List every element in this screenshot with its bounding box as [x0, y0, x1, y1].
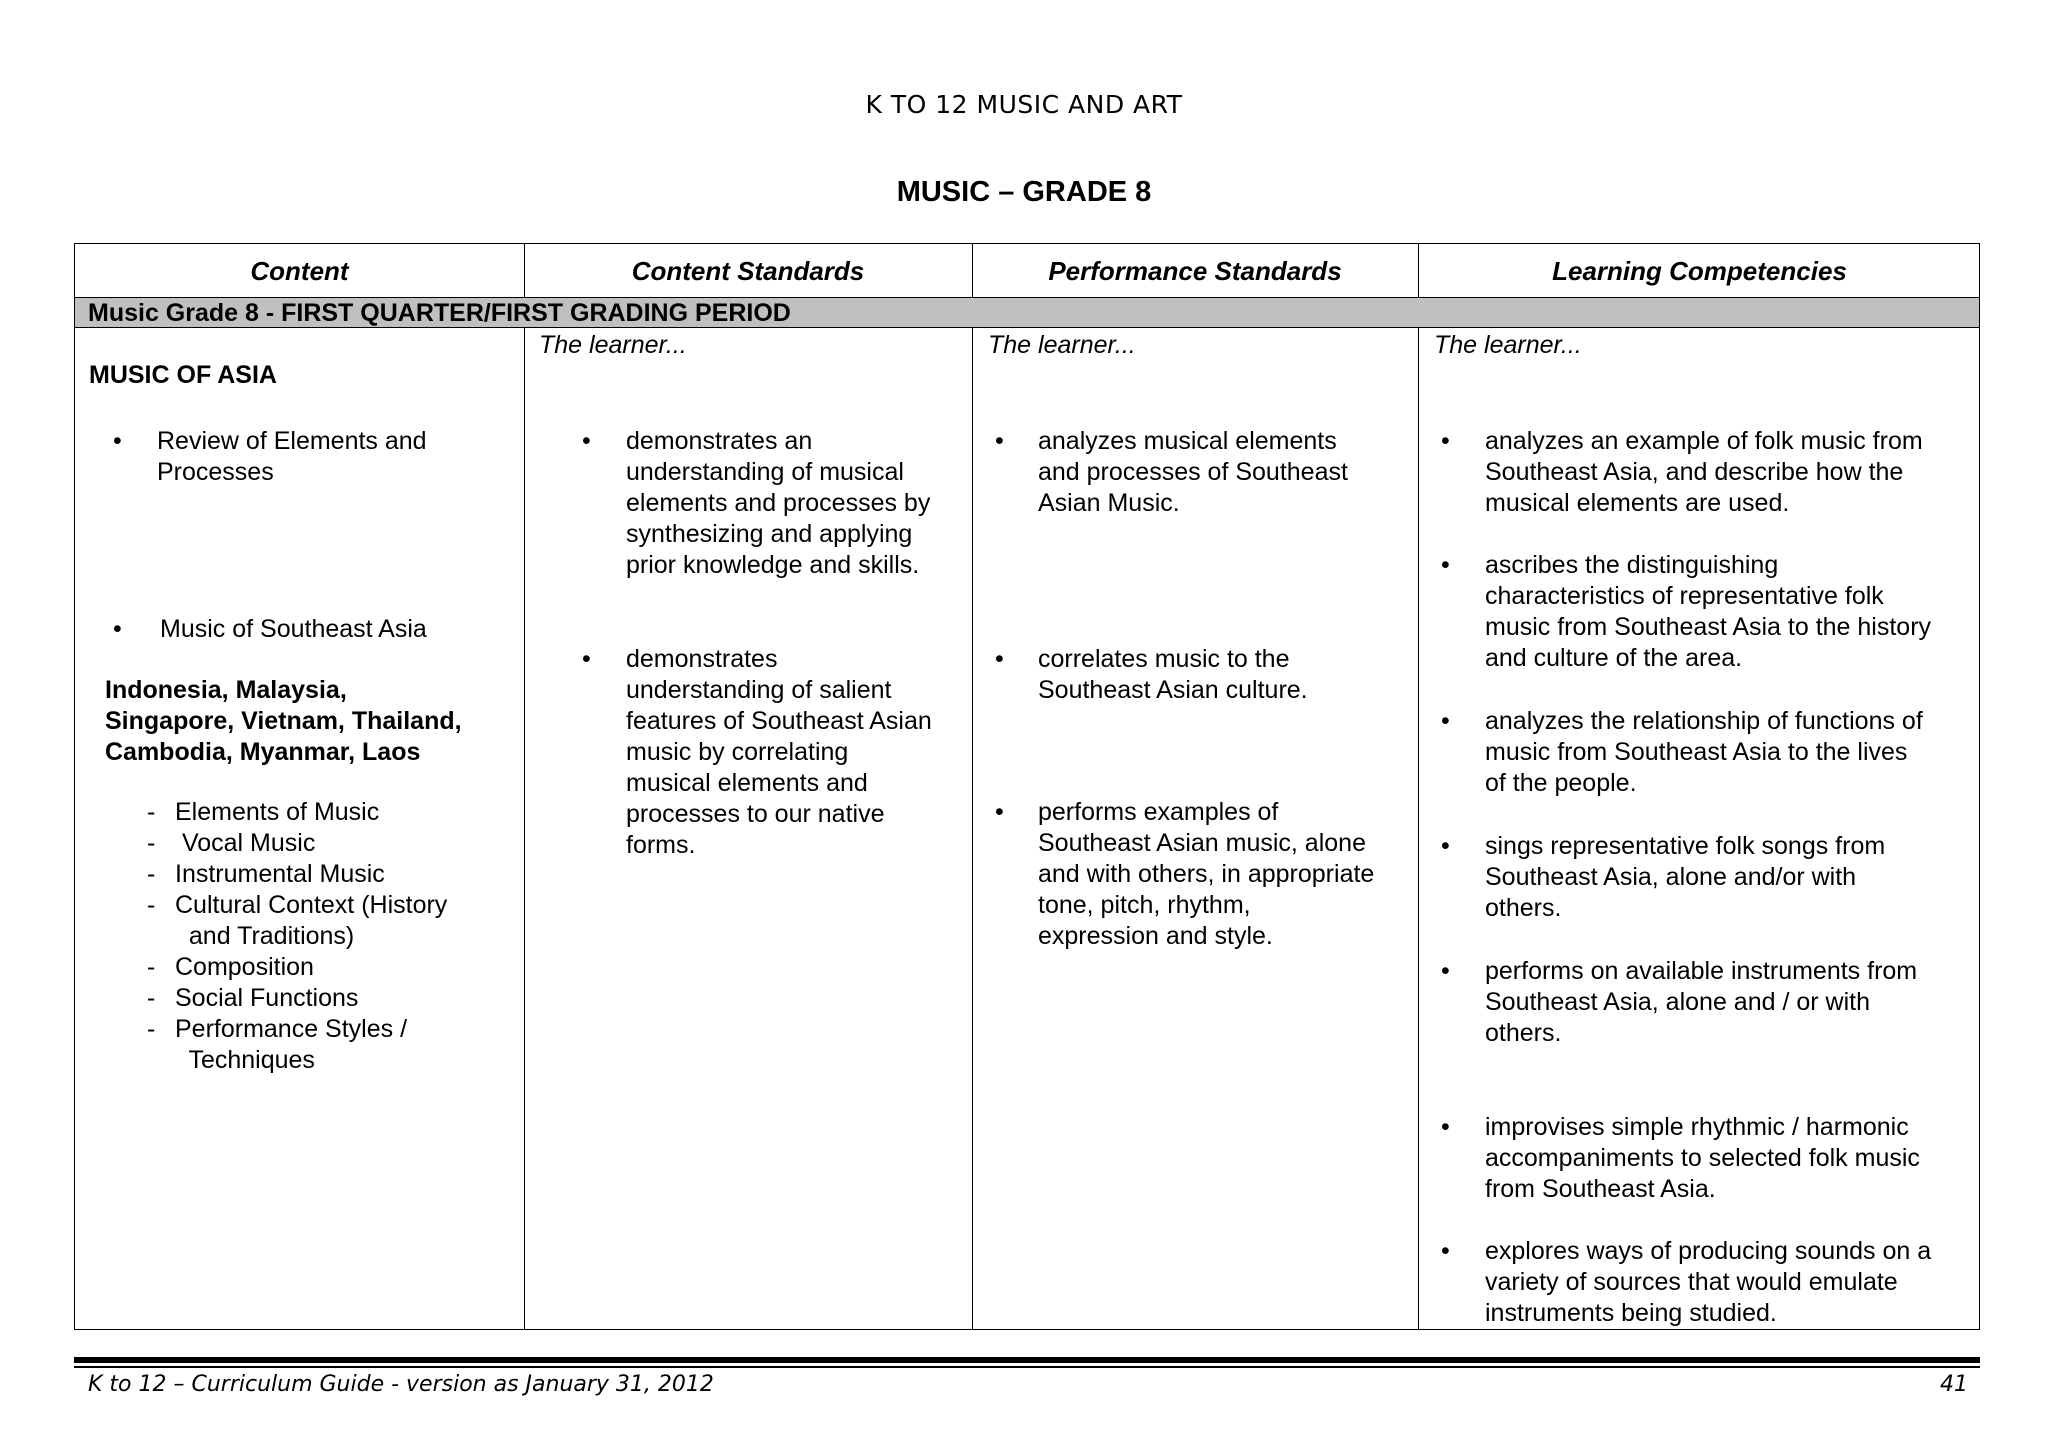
column-divider — [972, 244, 973, 1329]
learner-label: The learner... — [539, 331, 687, 359]
text-line: analyzes an example of folk music from — [1485, 427, 1923, 455]
text-line: correlates music to the — [1038, 645, 1290, 673]
text-line: Asian Music. — [1038, 489, 1180, 517]
performance-standard-item — [1038, 797, 1374, 952]
text-line: features of Southeast Asian — [626, 707, 932, 735]
bullet: • — [582, 645, 591, 673]
text-line: tone, pitch, rhythm, — [1038, 891, 1251, 919]
bullet: • — [995, 798, 1004, 826]
topic-item: - Social Functions — [147, 984, 359, 1012]
bullet: • — [1441, 707, 1450, 735]
text-line: analyzes musical elements — [1038, 427, 1337, 455]
bullet: • — [1441, 832, 1450, 860]
text-line: demonstrates an — [626, 427, 813, 455]
learner-label: The learner... — [988, 331, 1136, 359]
text-line: Instrumental Music — [175, 860, 385, 888]
text-line: processes to our native — [626, 800, 885, 828]
text-line: forms. — [626, 831, 696, 859]
text-line: Processes — [157, 458, 274, 486]
competency-item — [1485, 426, 1923, 519]
footer-rule — [74, 1357, 1980, 1363]
text-line: Composition — [175, 953, 314, 981]
competency-item — [1485, 706, 1923, 799]
text-line: expression and style. — [1038, 922, 1273, 950]
text-line: explores ways of producing sounds on a — [1485, 1237, 1932, 1265]
bullet: • — [113, 427, 122, 455]
text-line: Review of Elements and — [157, 427, 427, 455]
bullet: • — [1441, 1113, 1450, 1141]
content-heading: MUSIC OF ASIA — [89, 361, 277, 389]
text-line: Southeast Asian culture. — [1038, 676, 1308, 704]
text-line: instruments being studied. — [1485, 1299, 1777, 1327]
text-line: musical elements are used. — [1485, 489, 1790, 517]
bullet: • — [1441, 427, 1450, 455]
curriculum-table — [74, 243, 1980, 1330]
text-line: sings representative folk songs from — [1485, 832, 1886, 860]
content-item-review — [157, 426, 427, 488]
bullet: • — [1441, 551, 1450, 579]
column-header-learning-competencies: Learning Competencies — [1552, 256, 1847, 286]
quarter-row — [75, 297, 1979, 328]
text-line: music from Southeast Asia to the lives — [1485, 738, 1908, 766]
content-standard-item — [626, 426, 930, 581]
bullet: • — [995, 427, 1004, 455]
text-line: Singapore, Vietnam, Thailand, — [105, 707, 462, 735]
bullet: • — [1441, 957, 1450, 985]
text-line: and culture of the area. — [1485, 644, 1743, 672]
content-standard-item — [626, 644, 932, 861]
page-title: MUSIC – GRADE 8 — [896, 176, 1152, 208]
performance-standard-item — [1038, 644, 1308, 706]
text-line: Indonesia, Malaysia, — [105, 676, 347, 704]
text-line: performs on available instruments from — [1485, 957, 1918, 985]
country-list — [105, 675, 462, 768]
text-line: elements and processes by — [626, 489, 931, 517]
quarter-label: Music Grade 8 - FIRST QUARTER/FIRST GRADING PERIOD — [88, 299, 791, 327]
text-line: Southeast Asia, alone and / or with — [1485, 988, 1870, 1016]
text-line: improvises simple rhythmic / harmonic — [1485, 1113, 1909, 1141]
column-divider — [1418, 244, 1419, 1329]
text-line: others. — [1485, 894, 1562, 922]
text-line: prior knowledge and skills. — [626, 551, 920, 579]
competency-item — [1485, 1236, 1931, 1329]
competency-item — [1485, 1112, 1920, 1205]
text-line: Performance Styles / — [175, 1015, 408, 1043]
performance-standard-item — [1038, 426, 1348, 519]
footer-rule — [74, 1366, 1980, 1368]
text-line: Southeast Asian music, alone — [1038, 829, 1366, 857]
footer-version-text: K to 12 – Curriculum Guide - version as January 31, 2012 — [88, 1372, 714, 1397]
topic-item: - Cultural Context (History and Traditions) — [147, 891, 448, 950]
text-line: demonstrates — [626, 645, 778, 673]
text-line: understanding of salient — [626, 676, 892, 704]
topic-item: - Instrumental Music — [147, 860, 385, 888]
competency-item — [1485, 956, 1917, 1049]
bullet: • — [113, 615, 122, 643]
column-header-content: Content — [250, 256, 349, 286]
bullet: • — [995, 645, 1004, 673]
document-header: K TO 12 MUSIC AND ART — [865, 90, 1183, 119]
text-line: Southeast Asia, alone and/or with — [1485, 863, 1857, 891]
competency-item — [1485, 550, 1931, 674]
text-line: Cambodia, Myanmar, Laos — [105, 738, 421, 766]
column-divider — [524, 244, 525, 1329]
text-line: and processes of Southeast — [1038, 458, 1348, 486]
text-line: and with others, in appropriate — [1038, 860, 1375, 888]
content-item-southeast-asia: Music of Southeast Asia — [160, 615, 427, 643]
text-line: music by correlating — [626, 738, 849, 766]
competency-item — [1485, 831, 1885, 924]
column-header-performance-standards: Performance Standards — [1048, 256, 1342, 286]
topic-item: - Composition — [147, 953, 314, 981]
bullet: • — [582, 427, 591, 455]
text-line: from Southeast Asia. — [1485, 1175, 1716, 1203]
topic-item: - Vocal Music — [147, 829, 316, 857]
text-line: and Traditions) — [175, 922, 355, 950]
text-line: Vocal Music — [175, 829, 316, 857]
text-line: synthesizing and applying — [626, 520, 913, 548]
text-line: ascribes the distinguishing — [1485, 551, 1779, 579]
column-header-content-standards: Content Standards — [631, 256, 865, 286]
text-line: Techniques — [175, 1046, 315, 1074]
text-line: accompaniments to selected folk music — [1485, 1144, 1920, 1172]
text-line: others. — [1485, 1019, 1562, 1047]
topic-item: - Elements of Music — [147, 798, 380, 826]
text-line: musical elements and — [626, 769, 868, 797]
text-line: performs examples of — [1038, 798, 1279, 826]
text-line: characteristics of representative folk — [1485, 582, 1884, 610]
text-line: of the people. — [1485, 769, 1637, 797]
text-line: understanding of musical — [626, 458, 904, 486]
text-line: Social Functions — [175, 984, 359, 1012]
text-line: Southeast Asia, and describe how the — [1485, 458, 1904, 486]
text-line: analyzes the relationship of functions of — [1485, 707, 1923, 735]
topic-item: - Performance Styles / Techniques — [147, 1015, 408, 1074]
text-line: variety of sources that would emulate — [1485, 1268, 1898, 1296]
bullet: • — [1441, 1237, 1450, 1265]
text-line: music from Southeast Asia to the history — [1485, 613, 1932, 641]
page-number: 41 — [1940, 1372, 1968, 1397]
learner-label: The learner... — [1434, 331, 1582, 359]
text-line: Elements of Music — [175, 798, 380, 826]
text-line: Cultural Context (History — [175, 891, 448, 919]
topic-list — [147, 797, 447, 1076]
